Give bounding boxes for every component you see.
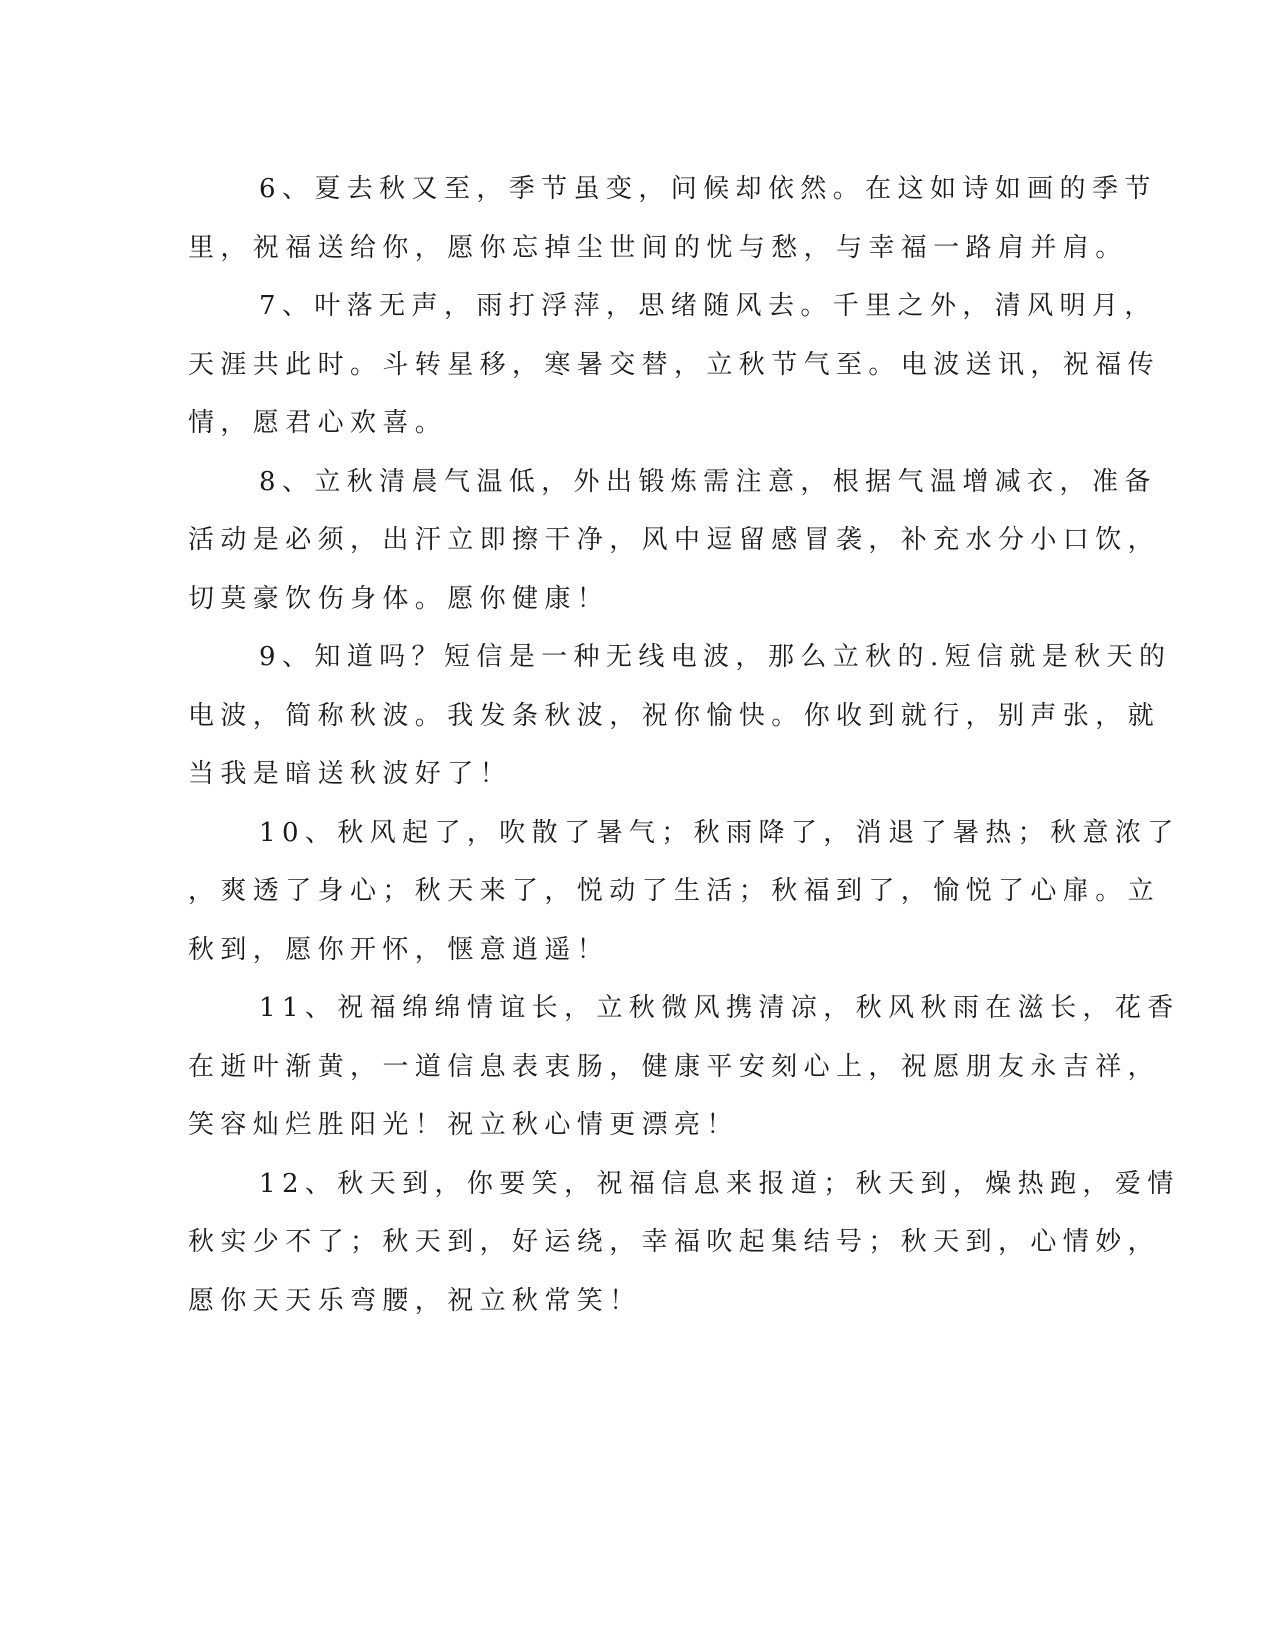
document-body — [188, 160, 1180, 1330]
text-line: 10、秋风起了，吹散了暑气；秋雨降了，消退了暑热；秋意浓了 — [259, 817, 1180, 848]
text-line: 切莫豪饮伤身体。愿你健康！ — [188, 583, 610, 614]
paragraph-10 — [188, 804, 1180, 980]
text-line: 情，愿君心欢喜。 — [188, 408, 448, 438]
text-line: 7、叶落无声，雨打浮萍，思绪随风去。千里之外，清风明月， — [259, 291, 1157, 321]
text-line: 愿你天天乐弯腰，祝立秋常笑！ — [188, 1285, 642, 1316]
text-line: ，爽透了身心；秋天来了，悦动了生活；秋福到了，愉悦了心扉。立 — [188, 876, 1161, 906]
text-line: 8、立秋清晨气温低，外出锻炼需注意，根据气温增减衣，准备 — [259, 466, 1157, 497]
paragraph-11 — [188, 979, 1180, 1155]
paragraph-8 — [188, 453, 1161, 629]
paragraph-7 — [188, 277, 1161, 453]
text-line: 当我是暗送秋波好了！ — [188, 759, 513, 789]
text-line: 12、秋天到，你要笑，祝福信息来报道；秋天到，燥热跑，爱情 — [259, 1168, 1180, 1199]
paragraph-6 — [188, 160, 1157, 277]
paragraph-9 — [188, 628, 1172, 804]
paragraph-12 — [188, 1155, 1180, 1331]
text-line: 在逝叶渐黄，一道信息表衷肠，健康平安刻心上，祝愿朋友永吉祥， — [188, 1051, 1161, 1082]
text-line: 里，祝福送给你，愿你忘掉尘世间的忧与愁，与幸福一路肩并肩。 — [188, 232, 1128, 263]
text-line: 9、知道吗？短信是一种无线电波，那么立秋的.短信就是秋天的 — [259, 642, 1172, 672]
text-line: 6、夏去秋又至，季节虽变，问候却依然。在这如诗如画的季节 — [259, 174, 1157, 204]
text-line: 秋到，愿你开怀，惬意逍遥！ — [188, 934, 610, 965]
text-line: 电波，简称秋波。我发条秋波，祝你愉快。你收到就行，别声张，就 — [188, 700, 1161, 731]
text-line: 笑容灿烂胜阳光！祝立秋心情更漂亮！ — [188, 1110, 739, 1140]
text-line: 活动是必须，出汗立即擦干净，风中逗留感冒袭，补充水分小口饮， — [188, 525, 1161, 555]
text-line: 天涯共此时。斗转星移，寒暑交替，立秋节气至。电波送讯，祝福传 — [188, 349, 1161, 380]
text-line: 秋实少不了；秋天到，好运绕，幸福吹起集结号；秋天到，心情妙， — [188, 1227, 1161, 1257]
text-line: 11、祝福绵绵情谊长，立秋微风携清凉，秋风秋雨在滋长，花香 — [259, 993, 1180, 1023]
